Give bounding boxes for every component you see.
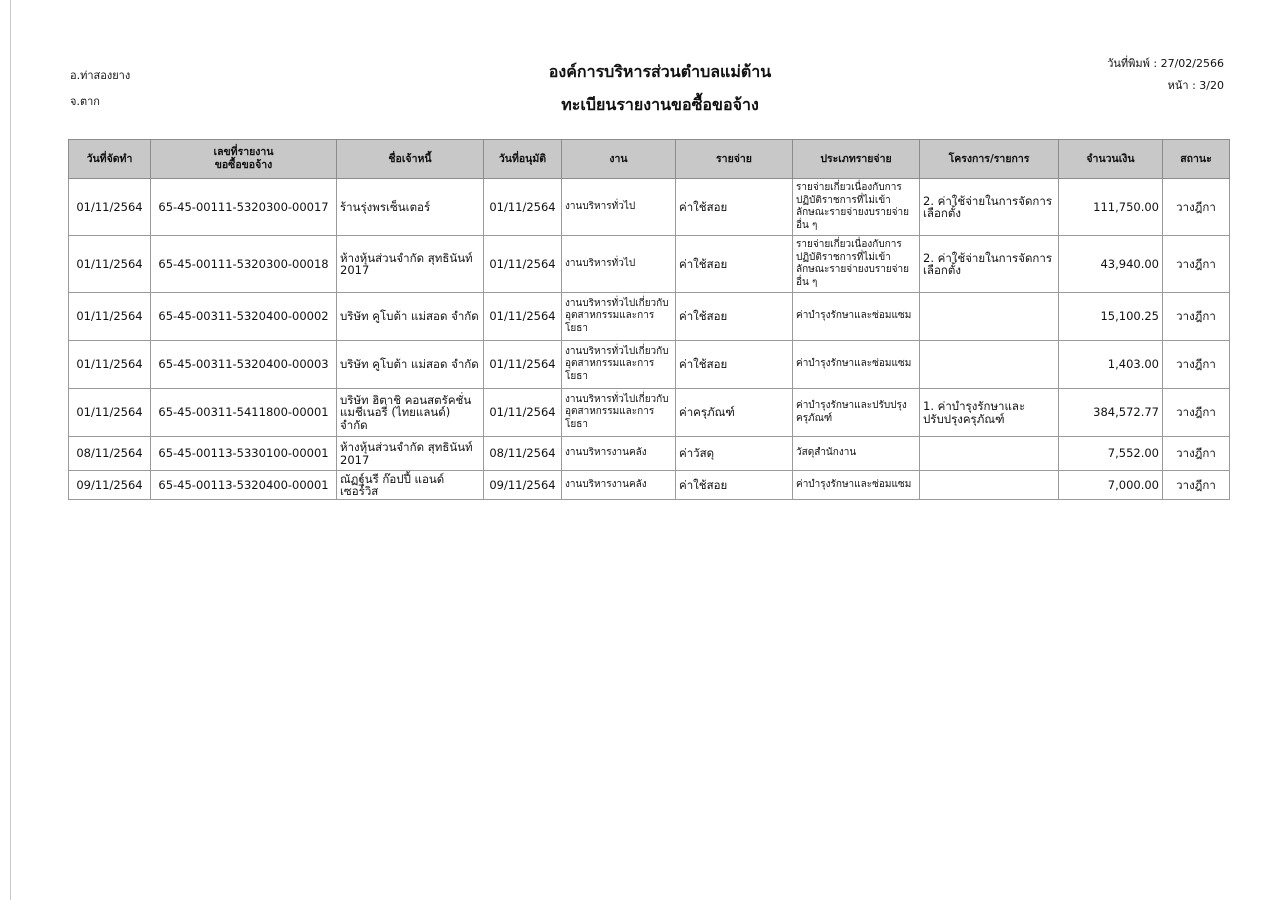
column-header: ประเภทรายจ่าย [793, 140, 920, 179]
creditor-cell: บริษัท ฮิตาชิ คอนสตรัคชั่น แมชีเนอรี่ (ไทยแลนด์) จำกัด [337, 389, 484, 437]
status-cell: วางฎีกา [1163, 437, 1230, 471]
date-cell: 09/11/2564 [69, 471, 151, 500]
approval-date-cell: 08/11/2564 [484, 437, 562, 471]
column-header: สถานะ [1163, 140, 1230, 179]
amount-cell: 384,572.77 [1059, 389, 1163, 437]
table-row [69, 389, 1230, 437]
project-cell [920, 437, 1059, 471]
work-cell: งานบริหารทั่วไปเกี่ยวกับอุตสาหกรรมและการโยธา [562, 293, 676, 341]
org-name: องค์การบริหารส่วนตำบลแม่ต้าน [548, 62, 772, 81]
creditor-cell: บริษัท คูโบต้า แม่สอด จำกัด [337, 293, 484, 341]
status-cell: วางฎีกา [1163, 471, 1230, 500]
creditor-cell: ห้างหุ้นส่วนจำกัด สุทธินันท์ 2017 [337, 236, 484, 293]
date-cell: 08/11/2564 [69, 437, 151, 471]
date-cell: 01/11/2564 [69, 293, 151, 341]
expense-cell: ค่าใช้สอย [676, 293, 793, 341]
report-number-cell: 65-45-00311-5320400-00002 [151, 293, 337, 341]
district-label: อ.ท่าสองยาง [70, 69, 131, 82]
project-cell: 2. ค่าใช้จ่ายในการจัดการเลือกตั้ง [920, 179, 1059, 236]
work-cell: งานบริหารทั่วไปเกี่ยวกับอุตสาหกรรมและการโยธา [562, 341, 676, 389]
project-cell [920, 293, 1059, 341]
column-header: วันที่จัดทำ [69, 140, 151, 179]
table-row [69, 236, 1230, 293]
expense-cell: ค่าครุภัณฑ์ [676, 389, 793, 437]
province-label: จ.ตาก [70, 95, 100, 108]
expense-type-cell: วัสดุสำนักงาน [793, 437, 920, 471]
table-header [69, 140, 1230, 179]
date-cell: 01/11/2564 [69, 341, 151, 389]
creditor-cell: บริษัท คูโบต้า แม่สอด จำกัด [337, 341, 484, 389]
expense-type-cell: ค่าบำรุงรักษาและซ่อมแซม [793, 341, 920, 389]
expense-cell: ค่าใช้สอย [676, 236, 793, 293]
report-number-cell: 65-45-00113-5320400-00001 [151, 471, 337, 500]
approval-date-cell: 01/11/2564 [484, 236, 562, 293]
amount-cell: 7,552.00 [1059, 437, 1163, 471]
expense-cell: ค่าใช้สอย [676, 341, 793, 389]
approval-date-cell: 09/11/2564 [484, 471, 562, 500]
amount-cell: 1,403.00 [1059, 341, 1163, 389]
creditor-cell: ร้านรุ่งพรเซ็นเตอร์ [337, 179, 484, 236]
work-cell: งานบริหารงานคลัง [562, 437, 676, 471]
status-cell: วางฎีกา [1163, 236, 1230, 293]
column-header: งาน [562, 140, 676, 179]
report-number-cell: 65-45-00113-5330100-00001 [151, 437, 337, 471]
print-date: วันที่พิมพ์ : 27/02/2566 [1107, 57, 1224, 70]
expense-cell: ค่าใช้สอย [676, 179, 793, 236]
work-cell: งานบริหารทั่วไป [562, 236, 676, 293]
page-edge-line [10, 0, 11, 900]
approval-date-cell: 01/11/2564 [484, 179, 562, 236]
page-info: หน้า : 3/20 [1167, 79, 1224, 92]
report-number-cell: 65-45-00311-5320400-00003 [151, 341, 337, 389]
report-number-cell: 65-45-00111-5320300-00018 [151, 236, 337, 293]
project-cell: 2. ค่าใช้จ่ายในการจัดการเลือกตั้ง [920, 236, 1059, 293]
table-body [69, 179, 1230, 500]
table-row [69, 437, 1230, 471]
report-number-cell: 65-45-00111-5320300-00017 [151, 179, 337, 236]
column-header: จำนวนเงิน [1059, 140, 1163, 179]
approval-date-cell: 01/11/2564 [484, 293, 562, 341]
work-cell: งานบริหารงานคลัง [562, 471, 676, 500]
table-row [69, 341, 1230, 389]
status-cell: วางฎีกา [1163, 179, 1230, 236]
column-header: วันที่อนุมัติ [484, 140, 562, 179]
date-cell: 01/11/2564 [69, 389, 151, 437]
column-header: เลขที่รายงาน ขอซื้อขอจ้าง [151, 140, 337, 179]
approval-date-cell: 01/11/2564 [484, 389, 562, 437]
status-cell: วางฎีกา [1163, 293, 1230, 341]
report-title: ทะเบียนรายงานขอซื้อขอจ้าง [561, 95, 759, 114]
project-cell: 1. ค่าบำรุงรักษาและปรับปรุงครุภัณฑ์ [920, 389, 1059, 437]
report-number-cell: 65-45-00311-5411800-00001 [151, 389, 337, 437]
work-cell: งานบริหารทั่วไปเกี่ยวกับอุตสาหกรรมและการโยธา [562, 389, 676, 437]
purchase-register-table [68, 139, 1230, 500]
work-cell: งานบริหารทั่วไป [562, 179, 676, 236]
status-cell: วางฎีกา [1163, 389, 1230, 437]
date-cell: 01/11/2564 [69, 179, 151, 236]
expense-type-cell: ค่าบำรุงรักษาและซ่อมแซม [793, 293, 920, 341]
column-header: รายจ่าย [676, 140, 793, 179]
date-cell: 01/11/2564 [69, 236, 151, 293]
table-header-row [69, 140, 1230, 179]
creditor-cell: ห้างหุ้นส่วนจำกัด สุทธินันท์ 2017 [337, 437, 484, 471]
table-row [69, 293, 1230, 341]
expense-type-cell: ค่าบำรุงรักษาและซ่อมแซม [793, 471, 920, 500]
expense-type-cell: ค่าบำรุงรักษาและปรับปรุงครุภัณฑ์ [793, 389, 920, 437]
project-cell [920, 471, 1059, 500]
amount-cell: 7,000.00 [1059, 471, 1163, 500]
table-row [69, 471, 1230, 500]
creditor-cell: ณัฏฐ์นรี ก๊อปปี้ แอนด์ เซอร์วิส [337, 471, 484, 500]
expense-cell: ค่าวัสดุ [676, 437, 793, 471]
amount-cell: 15,100.25 [1059, 293, 1163, 341]
column-header: ชื่อเจ้าหนี้ [337, 140, 484, 179]
expense-type-cell: รายจ่ายเกี่ยวเนื่องกับการปฏิบัติราชการที่ไม่เข้าลักษณะรายจ่ายงบรายจ่ายอื่น ๆ [793, 179, 920, 236]
project-cell [920, 341, 1059, 389]
column-header: โครงการ/รายการ [920, 140, 1059, 179]
expense-type-cell: รายจ่ายเกี่ยวเนื่องกับการปฏิบัติราชการที่ไม่เข้าลักษณะรายจ่ายงบรายจ่ายอื่น ๆ [793, 236, 920, 293]
table-row [69, 179, 1230, 236]
approval-date-cell: 01/11/2564 [484, 341, 562, 389]
amount-cell: 111,750.00 [1059, 179, 1163, 236]
status-cell: วางฎีกา [1163, 341, 1230, 389]
expense-cell: ค่าใช้สอย [676, 471, 793, 500]
amount-cell: 43,940.00 [1059, 236, 1163, 293]
